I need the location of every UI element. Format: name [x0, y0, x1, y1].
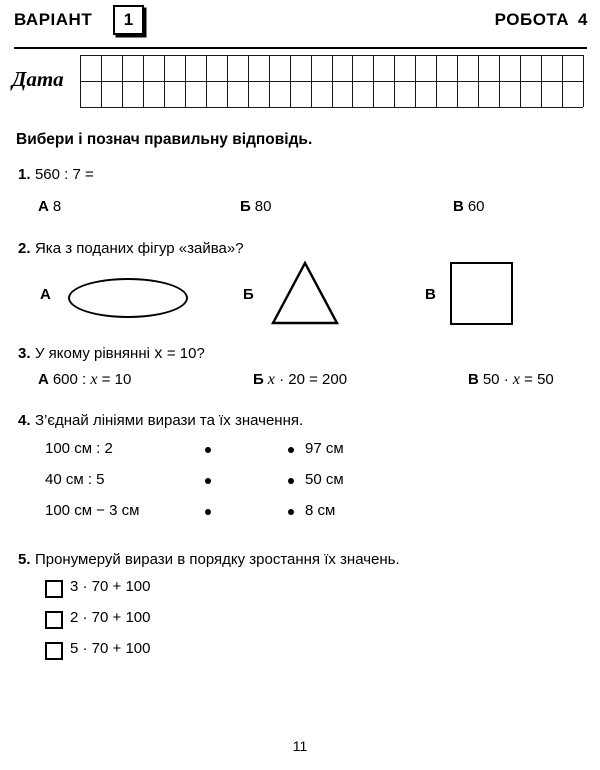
question-2-option-a-letter[interactable]: А [40, 286, 51, 303]
grid-vertical-line [80, 55, 81, 107]
match-left-dot[interactable] [205, 478, 211, 484]
question-3-stem [18, 345, 205, 363]
question-5-stem [18, 551, 400, 569]
order-checkbox[interactable] [45, 611, 63, 629]
question-3-options [0, 371, 600, 393]
date-writing-grid[interactable] [80, 55, 583, 107]
question-4-text: З’єднай лініями вирази та їх значення. [34, 412, 304, 429]
option-after: = 50 [524, 371, 554, 388]
question-1-option-b[interactable] [240, 198, 271, 215]
match-row [0, 440, 600, 471]
match-left-dot[interactable] [205, 509, 211, 515]
work-number: 4 [578, 10, 588, 29]
instruction-text: Вибери і познач правильну відповідь. [16, 131, 313, 148]
question-5-text: Пронумеруй вирази в порядку зростання їх значень. [34, 551, 400, 568]
question-1-text: 560 : 7 = [34, 166, 94, 183]
grid-vertical-line [206, 55, 207, 107]
match-expression: 100 см − 3 см [45, 502, 140, 519]
question-1-number: 1. [18, 166, 31, 183]
option-variable: x [512, 371, 520, 388]
grid-vertical-line [520, 55, 521, 107]
grid-vertical-line [541, 55, 542, 107]
question-5-number: 5. [18, 551, 31, 568]
match-left-dot[interactable] [205, 447, 211, 453]
option-before: 50 · [482, 371, 509, 388]
grid-vertical-line [290, 55, 291, 107]
grid-vertical-line [332, 55, 333, 107]
question-3-option-v[interactable] [468, 371, 554, 389]
match-row [0, 502, 600, 533]
match-right-dot[interactable] [288, 478, 294, 484]
grid-vertical-line [583, 55, 584, 107]
option-letter: А [38, 198, 49, 215]
page-number: 11 [292, 738, 308, 754]
order-checkbox[interactable] [45, 642, 63, 660]
order-row [0, 578, 600, 609]
option-value: 60 [467, 198, 485, 215]
grid-vertical-line [269, 55, 270, 107]
question-2-option-b-letter[interactable]: Б [243, 286, 254, 303]
match-right-dot[interactable] [288, 447, 294, 453]
question-1-stem [18, 166, 94, 184]
order-row [0, 640, 600, 671]
option-variable: x [267, 371, 275, 388]
date-label: Дата [12, 67, 64, 91]
question-3-text-after: = 10? [166, 345, 205, 362]
header-divider [14, 47, 587, 49]
grid-horizontal-line [80, 107, 583, 108]
option-variable: x [90, 371, 98, 388]
order-expression: 5 · 70 + 100 [70, 640, 151, 657]
match-value: 50 см [305, 471, 344, 488]
order-row [0, 609, 600, 640]
question-3-option-b[interactable] [253, 371, 347, 389]
option-letter: Б [253, 371, 264, 388]
grid-vertical-line [436, 55, 437, 107]
grid-vertical-line [185, 55, 186, 107]
question-3-number: 3. [18, 345, 31, 362]
grid-vertical-line [562, 55, 563, 107]
question-2-stem [18, 240, 244, 258]
match-expression: 40 см : 5 [45, 471, 105, 488]
question-1-option-a[interactable] [38, 198, 61, 215]
variant-number-box: 1 [113, 5, 144, 35]
option-letter: В [468, 371, 479, 388]
question-1-option-v[interactable] [453, 198, 485, 215]
grid-vertical-line [457, 55, 458, 107]
work-label [495, 10, 588, 30]
option-value: 8 [52, 198, 62, 215]
order-checkbox[interactable] [45, 580, 63, 598]
question-4-number: 4. [18, 412, 31, 429]
question-4-stem [18, 412, 303, 430]
ellipse-shape[interactable] [68, 278, 188, 318]
grid-vertical-line [499, 55, 500, 107]
square-shape[interactable] [450, 262, 513, 325]
question-5-ordering-area [0, 578, 600, 678]
question-2-option-v-letter[interactable]: В [425, 286, 436, 303]
triangle-shape[interactable] [270, 260, 340, 326]
grid-vertical-line [311, 55, 312, 107]
option-letter: А [38, 371, 49, 388]
question-2-number: 2. [18, 240, 31, 257]
option-letter: В [453, 198, 464, 215]
question-1-options [0, 198, 600, 220]
page-header [0, 0, 600, 46]
date-row [0, 55, 600, 110]
match-row [0, 471, 600, 502]
option-letter: Б [240, 198, 251, 215]
grid-vertical-line [373, 55, 374, 107]
grid-vertical-line [352, 55, 353, 107]
order-expression: 2 · 70 + 100 [70, 609, 151, 626]
question-4-matching-area [0, 440, 600, 540]
grid-vertical-line [415, 55, 416, 107]
question-2-shapes [0, 258, 600, 336]
question-3-variable: x [154, 345, 163, 362]
option-value: 80 [254, 198, 272, 215]
match-value: 97 см [305, 440, 344, 457]
order-expression: 3 · 70 + 100 [70, 578, 151, 595]
question-2-text: Яка з поданих фігур «зайва»? [34, 240, 244, 257]
grid-vertical-line [143, 55, 144, 107]
match-value: 8 см [305, 502, 336, 519]
grid-vertical-line [227, 55, 228, 107]
variant-label: ВАРІАНТ [14, 10, 93, 29]
grid-vertical-line [122, 55, 123, 107]
match-expression: 100 см : 2 [45, 440, 113, 457]
match-right-dot[interactable] [288, 509, 294, 515]
grid-vertical-line [101, 55, 102, 107]
question-3-text-before: У якому рівнянні [34, 345, 150, 362]
grid-vertical-line [164, 55, 165, 107]
grid-vertical-line [478, 55, 479, 107]
work-label-text: РОБОТА [494, 10, 570, 29]
grid-vertical-line [248, 55, 249, 107]
option-before: 600 : [52, 371, 87, 388]
question-3-option-a[interactable] [38, 371, 131, 389]
option-after: = 10 [101, 371, 132, 388]
grid-vertical-line [394, 55, 395, 107]
option-after: · 20 = 200 [279, 371, 348, 388]
